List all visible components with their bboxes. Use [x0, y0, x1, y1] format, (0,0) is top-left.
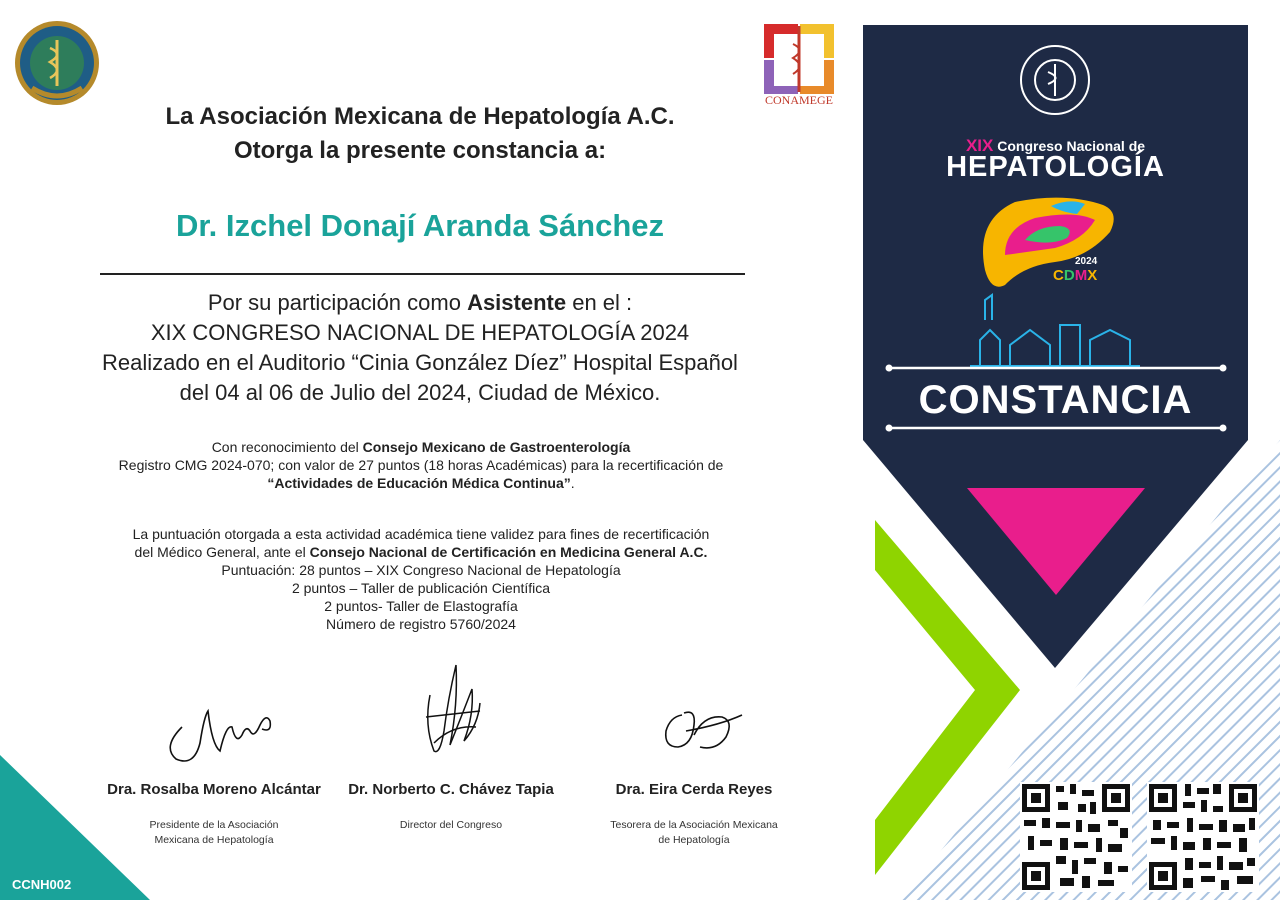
signatory-name: Dra. Eira Cerda Reyes [615, 781, 773, 798]
points-congress-line: Puntuación: 28 puntos – XIX Congreso Nacional de Hepatología [221, 562, 621, 578]
points-workshop-elastography: 2 puntos- Taller de Elastografía [324, 598, 518, 614]
association-seal-icon [12, 18, 102, 108]
banner-title: HEPATOLOGÍA [946, 151, 1165, 183]
signature-moreno [150, 655, 290, 775]
banner-subtitle: XIX Congreso Nacional de [965, 136, 1146, 155]
signature-chavez [400, 655, 500, 775]
education-line: “Actividades de Educación Médica Continua”. [267, 475, 575, 491]
congress-banner [855, 0, 1280, 900]
signatory-role: Tesorera de la Asociación Mexicana de Hepatología [610, 819, 778, 846]
qr-code-icon[interactable] [1020, 782, 1132, 892]
qr-code-icon[interactable] [1147, 782, 1259, 892]
signatory-role: Director del Congreso [399, 819, 503, 831]
banner-city: CDMX [1053, 267, 1098, 284]
recipient-name: Dr. Izchel Donají Aranda Sánchez [175, 208, 665, 243]
venue-line: Realizado en el Auditorio “Cinia González Díez” Hospital Español [102, 350, 738, 375]
signatory-name: Dr. Norberto C. Chávez Tapia [348, 781, 554, 798]
recognition-line: Con reconocimiento del Consejo Mexicano de Gastroenterología [211, 439, 631, 455]
registration-number: Número de registro 5760/2024 [326, 616, 516, 632]
points-validity-line: La puntuación otorgada a esta actividad académica tiene validez para fines de recertificación [132, 526, 710, 542]
event-name: XIX CONGRESO NACIONAL DE HEPATOLOGÍA 2024 [150, 320, 690, 345]
points-workshop-publication: 2 puntos – Taller de publicación Científica [291, 580, 551, 596]
points-council-line: del Médico General, ante el Consejo Nacional de Certificación en Medicina General A.C. [134, 544, 708, 560]
signatory-role: Presidente de la Asociación Mexicana de Hepatología [149, 819, 279, 846]
name-underline [100, 273, 745, 275]
issuer-heading: La Asociación Mexicana de Hepatología A.C. [165, 103, 675, 130]
signature-cerda [630, 655, 760, 775]
signatory-name: Dra. Rosalba Moreno Alcántar [107, 781, 321, 798]
conamege-label: CONAMEGE [765, 93, 833, 107]
dates-line: del 04 al 06 de Julio del 2024, Ciudad de México. [179, 380, 661, 405]
award-heading: Otorga la presente constancia a: [233, 137, 607, 164]
constancia-label: CONSTANCIA [918, 378, 1193, 422]
certificate-code: CCNH002 [12, 877, 72, 892]
banner-year: 2024 [1075, 256, 1098, 267]
registration-line: Registro CMG 2024-070; con valor de 27 puntos (18 horas Académicas) para la recertificación de [118, 457, 724, 473]
participation-line: Por su participación como Asistente en el : [207, 290, 633, 315]
